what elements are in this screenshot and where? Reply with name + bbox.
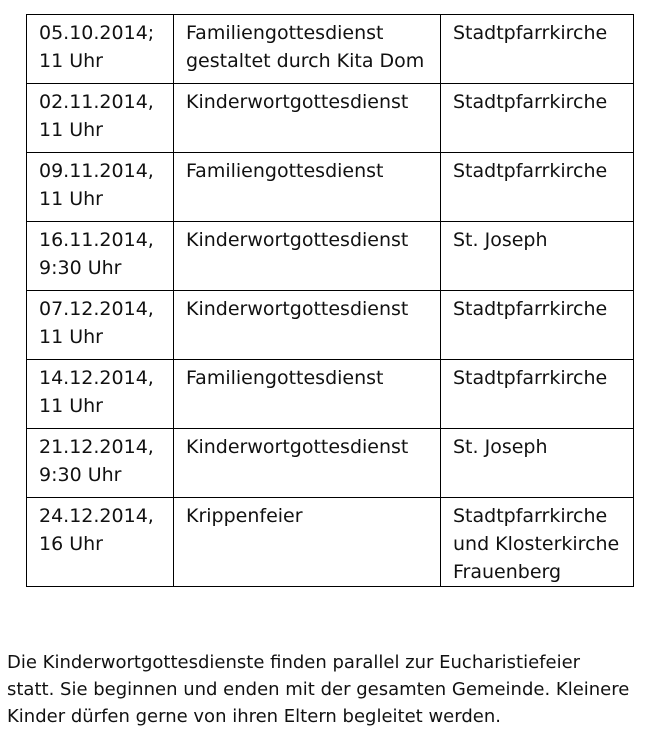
- place-cell: Stadtpfarrkirche und Klosterkirche Frauenberg: [441, 498, 634, 587]
- date-cell: 05.10.2014; 11 Uhr: [27, 15, 174, 84]
- table-row: [27, 498, 634, 587]
- table-row: [27, 360, 634, 429]
- date-cell: 07.12.2014, 11 Uhr: [27, 291, 174, 360]
- table-row: [27, 153, 634, 222]
- place-cell: Stadtpfarrkirche: [441, 15, 634, 84]
- date-cell: 24.12.2014, 16 Uhr: [27, 498, 174, 587]
- footer-note: [7, 649, 657, 730]
- event-cell: Kinderwortgottesdienst: [174, 222, 441, 291]
- note-line: Kinder dürfen gerne von ihren Eltern begleitet werden.: [7, 706, 501, 727]
- table-row: [27, 84, 634, 153]
- event-cell: Kinderwortgottesdienst: [174, 84, 441, 153]
- table-row: [27, 429, 634, 498]
- schedule-table: [26, 14, 634, 587]
- event-cell: Krippenfeier: [174, 498, 441, 587]
- place-cell: St. Joseph: [441, 429, 634, 498]
- event-cell: Kinderwortgottesdienst: [174, 291, 441, 360]
- date-cell: 02.11.2014, 11 Uhr: [27, 84, 174, 153]
- table-row: [27, 291, 634, 360]
- place-cell: Stadtpfarrkirche: [441, 291, 634, 360]
- place-cell: St. Joseph: [441, 222, 634, 291]
- event-cell: Familiengottesdienst: [174, 153, 441, 222]
- event-cell: Familiengottesdienst: [174, 360, 441, 429]
- date-cell: 21.12.2014, 9:30 Uhr: [27, 429, 174, 498]
- event-cell: Kinderwortgottesdienst: [174, 429, 441, 498]
- date-cell: 14.12.2014, 11 Uhr: [27, 360, 174, 429]
- place-cell: Stadtpfarrkirche: [441, 153, 634, 222]
- event-cell: Familiengottesdienst gestaltet durch Kita Dom: [174, 15, 441, 84]
- table-row: [27, 222, 634, 291]
- table-row: [27, 15, 634, 84]
- note-line: statt. Sie beginnen und enden mit der gesamten Gemeinde. Kleinere: [7, 679, 630, 700]
- place-cell: Stadtpfarrkirche: [441, 360, 634, 429]
- place-cell: Stadtpfarrkirche: [441, 84, 634, 153]
- date-cell: 16.11.2014, 9:30 Uhr: [27, 222, 174, 291]
- note-line: Die Kinderwortgottesdienste finden parallel zur Eucharistiefeier: [7, 652, 581, 673]
- date-cell: 09.11.2014, 11 Uhr: [27, 153, 174, 222]
